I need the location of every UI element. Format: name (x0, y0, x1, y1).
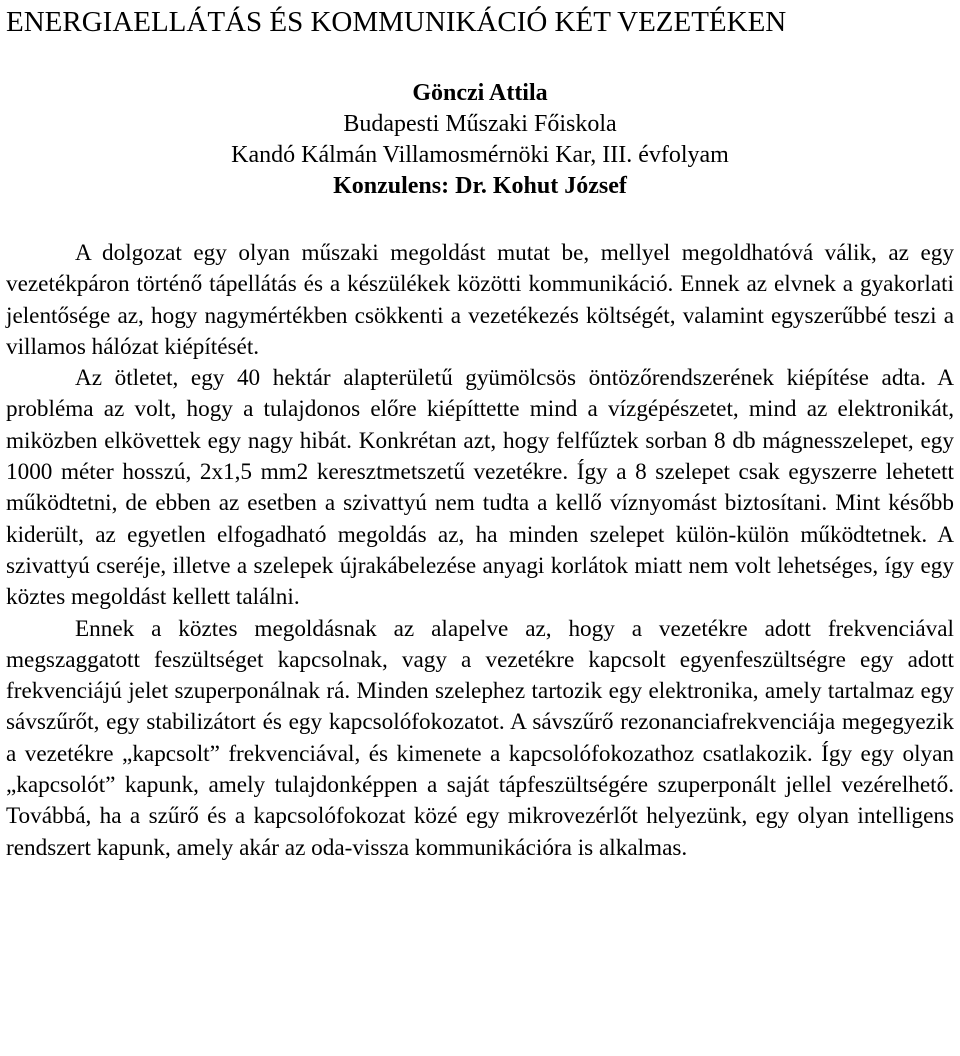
author-institution: Budapesti Műszaki Főiskola (343, 111, 617, 137)
paragraph-2: Az ötletet, egy 40 hektár alapterületű gyümölcsös öntözőrendszerének kiépítése adta. A probléma az volt, hogy a tulajdonos előre kiépíttette mind a vízgépészetet, mind az elektronikát, miközben elkövettek egy nagy hibát. Konkrétan azt, hogy felfűztek sorban 8 db mágnesszelepet, egy 1000 méter hosszú, 2x1,5 mm2 keresztmetszetű vezetékre. Így a 8 szelepet csak egyszerre lehetett működtetni, de ebben az esetben a szivattyú nem tudta a kellő víznyomást biztosítani. Mint később kiderült, az egyetlen elfogadható megoldás az, ha minden szelepet külön-külön működtetnek. A szivattyú cseréje, illetve a szelepek újrakábelezése anyagi korlátok miatt nem volt lehetséges, így egy köztes megoldást kellett találni. (6, 365, 954, 611)
advisor-line: Konzulens: Dr. Kohut József (333, 173, 627, 199)
abstract-body (6, 238, 954, 864)
paragraph-3: Ennek a köztes megoldásnak az alapelve az, hogy a vezetékre adott frekvenciával megszaggatott feszültséget kapcsolnak, vagy a vezetékre kapcsolt egyenfeszültségre egy adott frekvenciájú jelet szuperponálnak rá. Minden szelephez tartozik egy elektronika, amely tartalmaz egy sávszűrőt, egy stabilizátort és egy kapcsolófokozatot. A sávszűrő rezonanciafrekvenciája megegyezik a vezetékre „kapcsolt” frekvenciával, és kimenete a kapcsolófokozathoz csatlakozik. Így egy olyan „kapcsolót” kapunk, amely tulajdonképpen a saját tápfeszültségére szuperponált jellel vezérelhető. Továbbá, ha a szűrő és a kapcsolófokozat közé egy mikrovezérlőt helyezünk, egy olyan intelligens rendszert kapunk, amely akár az oda-vissza kommunikációra is alkalmas. (6, 615, 954, 861)
author-block (6, 78, 954, 202)
author-name: Gönczi Attila (412, 80, 548, 106)
author-faculty: Kandó Kálmán Villamosmérnöki Kar, III. évfolyam (231, 142, 729, 168)
paper-title: ENERGIAELLÁTÁS ÉS KOMMUNIKÁCIÓ KÉT VEZETÉKEN (6, 6, 787, 38)
paragraph-1: A dolgozat egy olyan műszaki megoldást mutat be, mellyel megoldhatóvá válik, az egy vezetékpáron történő tápellátás és a készülékek közötti kommunikáció. Ennek az elvnek a gyakorlati jelentősége az, hogy nagymértékben csökkenti a vezetékezés költségét, valamint egyszerűbbé teszi a villamos hálózat kiépítését. (6, 240, 954, 360)
